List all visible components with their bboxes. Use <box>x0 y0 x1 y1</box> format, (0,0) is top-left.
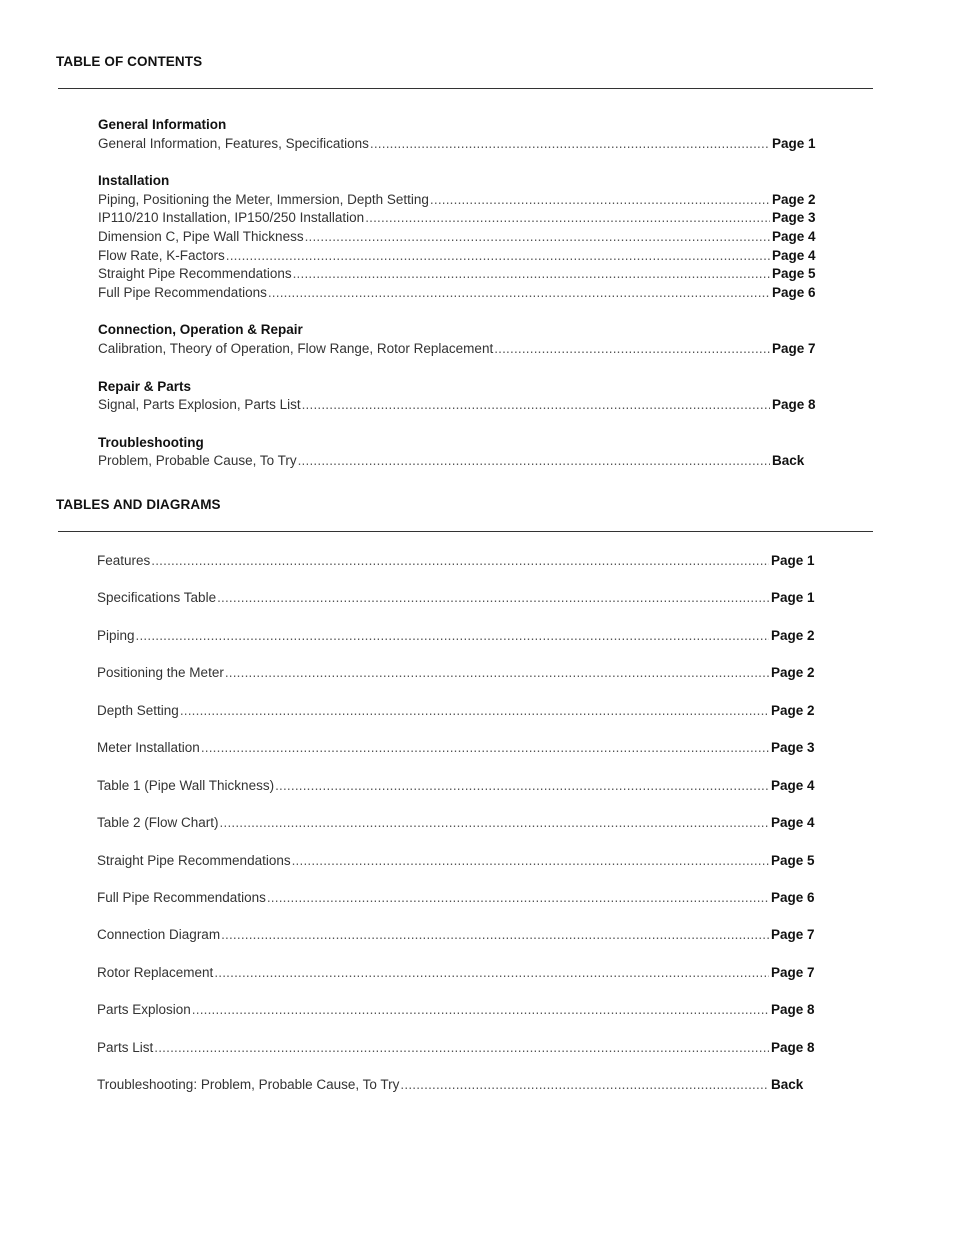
toc-entry-label: Calibration, Theory of Operation, Flow Range, Rotor Replacement <box>98 340 494 356</box>
toc-entry[interactable] <box>98 265 824 284</box>
tables-entry-label: Connection Diagram <box>97 927 221 943</box>
dot-leader <box>298 452 770 471</box>
dot-leader <box>370 135 770 154</box>
dot-leader <box>400 1076 769 1095</box>
toc-entry-label: IP110/210 Installation, IP150/250 Installation <box>98 210 365 226</box>
tables-entry-page: Page 1 <box>771 590 815 606</box>
dot-leader <box>151 552 769 571</box>
tables-entry-page: Page 3 <box>771 740 815 756</box>
dot-leader <box>275 777 769 796</box>
tables-entry[interactable] <box>97 702 823 721</box>
dot-leader <box>226 247 770 266</box>
tables-entry[interactable] <box>97 814 823 833</box>
toc-entry[interactable] <box>98 452 824 471</box>
toc-group-connection-operation-repair <box>98 321 824 358</box>
toc-entry-page: Page 7 <box>772 340 816 356</box>
tables-entry-label: Positioning the Meter <box>97 665 224 681</box>
toc-group-title: Troubleshooting <box>98 434 204 450</box>
tables-entry-page: Page 4 <box>771 777 815 793</box>
toc-entry[interactable] <box>98 396 824 415</box>
toc-entry[interactable] <box>98 284 824 303</box>
toc-divider <box>58 88 873 89</box>
tables-entry[interactable] <box>97 964 823 983</box>
toc-entry-page: Back <box>772 453 805 469</box>
tables-entry-label: Straight Pipe Recommendations <box>97 852 291 868</box>
tables-entry-page: Page 4 <box>771 815 815 831</box>
dot-leader <box>225 664 769 683</box>
toc-entry-page: Page 6 <box>772 284 816 300</box>
toc-entry[interactable] <box>98 135 824 154</box>
dot-leader <box>293 265 770 284</box>
tables-entry[interactable] <box>97 589 823 608</box>
tables-entry-label: Depth Setting <box>97 702 179 718</box>
dot-leader <box>180 702 769 721</box>
tables-entry[interactable] <box>97 852 823 871</box>
tables-entry[interactable] <box>97 889 823 908</box>
toc-entry-label: Straight Pipe Recommendations <box>98 266 292 282</box>
dot-leader <box>220 814 769 833</box>
tables-entry-page: Page 1 <box>771 553 815 568</box>
toc-heading: TABLE OF CONTENTS <box>56 54 203 69</box>
tables-entry-page: Back <box>771 1077 804 1093</box>
toc-entry-label: Full Pipe Recommendations <box>98 284 267 300</box>
tables-entry-label: Rotor Replacement <box>97 964 214 980</box>
tables-entry[interactable] <box>97 777 823 796</box>
toc-entry-label: Problem, Probable Cause, To Try <box>98 453 297 469</box>
dot-leader <box>305 228 770 247</box>
toc-entry-page: Page 4 <box>772 247 816 263</box>
tables-entry[interactable] <box>97 627 823 646</box>
tables-entry[interactable] <box>97 1039 823 1058</box>
tables-entry-page: Page 6 <box>771 889 815 905</box>
tables-entry-label: Parts Explosion <box>97 1002 191 1018</box>
dot-leader <box>292 852 769 871</box>
toc-entry-label: Flow Rate, K-Factors <box>98 247 225 263</box>
tables-entry-label: Specifications Table <box>97 590 217 606</box>
toc-entry-label: Dimension C, Pipe Wall Thickness <box>98 228 304 244</box>
dot-leader <box>430 191 770 210</box>
toc-entry[interactable] <box>98 247 824 266</box>
tables-entry-page: Page 2 <box>771 665 815 681</box>
dot-leader <box>214 964 769 983</box>
toc-entry-page: Page 2 <box>772 191 816 207</box>
toc-group-title: Installation <box>98 173 170 189</box>
toc-group-title: General Information <box>98 117 227 132</box>
tables-entry[interactable] <box>97 739 823 758</box>
tables-entry-label: Parts List <box>97 1039 154 1055</box>
toc-entry-label: Piping, Positioning the Meter, Immersion, Depth Setting <box>98 191 429 207</box>
dot-leader <box>136 627 769 646</box>
tables-entry-page: Page 8 <box>771 1039 815 1055</box>
tables-entry-label: Meter Installation <box>97 740 200 756</box>
toc-entry-label: General Information, Features, Specifications <box>98 135 369 151</box>
tables-entry[interactable] <box>97 1001 823 1020</box>
dot-leader <box>221 926 769 945</box>
tables-entry-page: Page 8 <box>771 1002 815 1018</box>
toc-list <box>98 116 824 490</box>
toc-group-title: Connection, Operation & Repair <box>98 322 303 338</box>
toc-entry-page: Page 4 <box>772 228 816 244</box>
toc-group-troubleshooting <box>98 434 824 471</box>
dot-leader <box>192 1001 769 1020</box>
toc-group-title: Repair & Parts <box>98 378 192 394</box>
tables-entry[interactable] <box>97 552 823 571</box>
tables-list <box>97 552 823 1114</box>
dot-leader <box>365 209 770 228</box>
tables-entry-label: Table 1 (Pipe Wall Thickness) <box>97 777 275 793</box>
tables-entry-label: Table 2 (Flow Chart) <box>97 815 219 831</box>
dot-leader <box>267 889 769 908</box>
toc-entry[interactable] <box>98 209 824 228</box>
dot-leader <box>201 739 769 758</box>
tables-entry[interactable] <box>97 1076 823 1095</box>
tables-entry[interactable] <box>97 926 823 945</box>
dot-leader <box>217 589 769 608</box>
toc-entry[interactable] <box>98 340 824 359</box>
dot-leader <box>494 340 770 359</box>
tables-divider <box>58 531 873 532</box>
toc-group-general-information <box>98 116 824 153</box>
toc-entry-page: Page 8 <box>772 397 816 413</box>
toc-entry-page: Page 1 <box>772 135 816 151</box>
tables-entry-page: Page 5 <box>771 852 815 868</box>
toc-entry[interactable] <box>98 228 824 247</box>
tables-entry-page: Page 2 <box>771 627 815 643</box>
tables-heading: TABLES AND DIAGRAMS <box>56 497 221 512</box>
toc-group-repair-parts <box>98 378 824 415</box>
tables-entry-page: Page 7 <box>771 964 815 980</box>
tables-entry-label: Troubleshooting: Problem, Probable Cause, To Try <box>97 1077 400 1093</box>
tables-entry-label: Piping <box>97 627 135 643</box>
tables-entry-label: Full Pipe Recommendations <box>97 889 266 905</box>
toc-entry[interactable] <box>98 191 824 210</box>
toc-group-installation <box>98 172 824 302</box>
tables-entry-page: Page 2 <box>771 702 815 718</box>
toc-entry-label: Signal, Parts Explosion, Parts List <box>98 397 301 413</box>
dot-leader <box>268 284 770 303</box>
toc-entry-page: Page 5 <box>772 266 816 282</box>
tables-entry[interactable] <box>97 664 823 683</box>
tables-entry-page: Page 7 <box>771 927 815 943</box>
tables-entry-label: Features <box>97 553 151 568</box>
dot-leader <box>154 1039 769 1058</box>
dot-leader <box>302 396 770 415</box>
toc-entry-page: Page 3 <box>772 210 816 226</box>
